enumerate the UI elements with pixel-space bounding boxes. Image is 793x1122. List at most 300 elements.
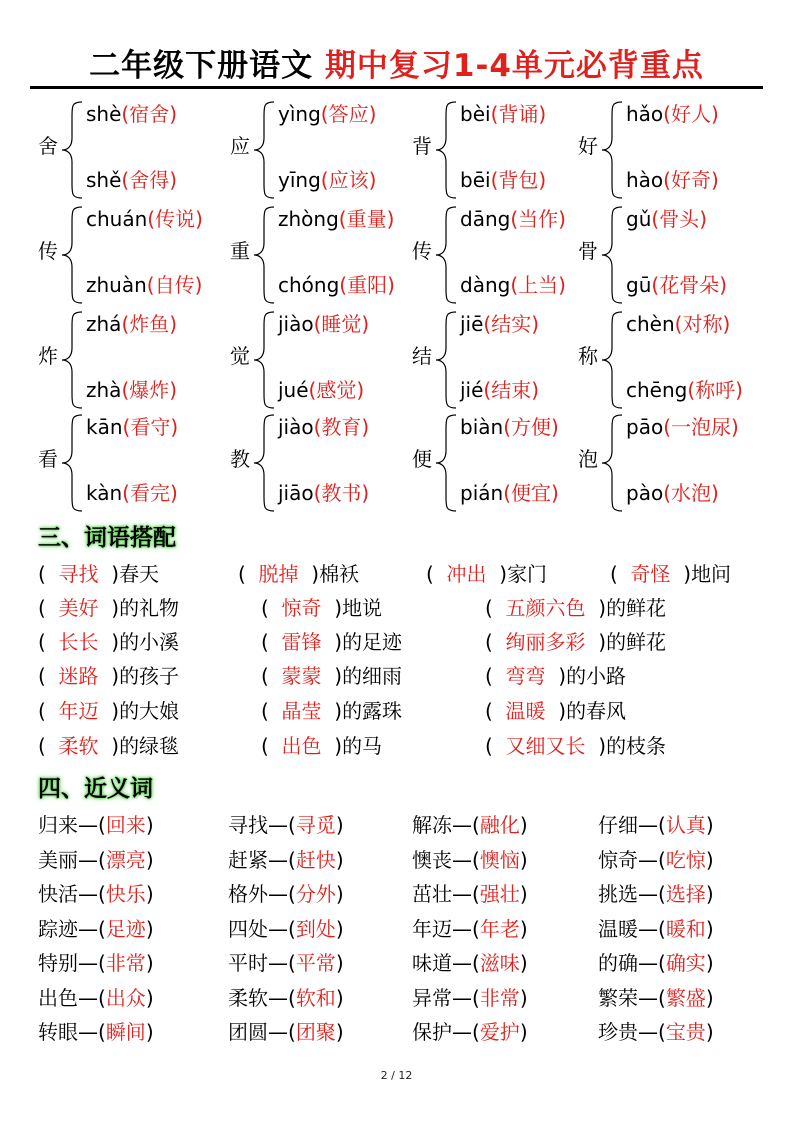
paren-close: ) bbox=[585, 596, 607, 620]
paren-open: ( bbox=[472, 1020, 480, 1044]
reading-second bbox=[278, 477, 369, 506]
pinyin: dāng bbox=[460, 207, 511, 231]
paren-close: ) bbox=[335, 813, 344, 837]
pinyin: jiào bbox=[278, 312, 314, 336]
dash: — bbox=[78, 848, 98, 872]
polyphone-entry bbox=[578, 205, 768, 305]
synonym-answer: 非常 bbox=[479, 986, 520, 1010]
collocation-phrase: 的足迹 bbox=[342, 630, 403, 654]
paren-close: ) bbox=[169, 378, 178, 402]
paren-close: ) bbox=[519, 882, 528, 906]
paren-open: ( bbox=[658, 917, 666, 941]
collocation-row bbox=[38, 592, 778, 622]
polyphone-entry bbox=[412, 205, 602, 305]
synonym-word: 保护 bbox=[412, 1020, 452, 1044]
collocation-phrase: 春天 bbox=[119, 562, 160, 586]
synonym-pair bbox=[412, 844, 528, 873]
reading-second bbox=[626, 269, 727, 298]
synonym-row bbox=[38, 947, 778, 977]
example-word: 重阳 bbox=[347, 273, 388, 297]
polyphone-entry bbox=[578, 413, 768, 513]
paren-close: ) bbox=[538, 168, 547, 192]
paren-close: ) bbox=[321, 630, 343, 654]
polyphone-entry bbox=[38, 100, 228, 200]
synonym-answer: 平常 bbox=[295, 951, 336, 975]
collocation-answer: 五颜六色 bbox=[505, 596, 586, 620]
brace-icon bbox=[434, 310, 458, 410]
pinyin: yìng bbox=[278, 102, 321, 126]
paren-close: ) bbox=[356, 378, 365, 402]
synonym-pair bbox=[228, 982, 344, 1011]
paren-close: ) bbox=[145, 1020, 154, 1044]
paren-open: ( bbox=[38, 734, 59, 758]
reading-second bbox=[278, 269, 395, 298]
polyphone-entry bbox=[38, 413, 228, 513]
paren-open: ( bbox=[658, 813, 666, 837]
paren-open: ( bbox=[472, 848, 480, 872]
paren-open: ( bbox=[121, 312, 130, 336]
synonym-answer: 滋味 bbox=[479, 951, 520, 975]
synonym-answer: 足迹 bbox=[105, 917, 146, 941]
pinyin: dàng bbox=[460, 273, 511, 297]
paren-open: ( bbox=[122, 415, 131, 439]
synonym-word: 解冻 bbox=[412, 813, 452, 837]
polyphone-char: 看 bbox=[38, 447, 58, 471]
collocation-item bbox=[485, 592, 666, 621]
paren-close: ) bbox=[486, 562, 508, 586]
synonym-answer: 非常 bbox=[105, 951, 146, 975]
paren-close: ) bbox=[335, 917, 344, 941]
reading-first bbox=[626, 308, 730, 337]
paren-close: ) bbox=[321, 596, 343, 620]
synonym-pair bbox=[412, 809, 528, 838]
collocation-item bbox=[261, 626, 402, 655]
collocation-item bbox=[261, 592, 382, 621]
pinyin: zhuàn bbox=[86, 273, 147, 297]
paren-close: ) bbox=[98, 596, 120, 620]
paren-open: ( bbox=[687, 378, 696, 402]
dash: — bbox=[638, 951, 658, 975]
example-word: 背诵 bbox=[498, 102, 539, 126]
paren-close: ) bbox=[705, 1020, 714, 1044]
reading-first bbox=[626, 203, 707, 232]
paren-open: ( bbox=[472, 813, 480, 837]
collocation-answer: 晶莹 bbox=[281, 699, 322, 723]
synonym-pair bbox=[38, 982, 154, 1011]
paren-close: ) bbox=[145, 917, 154, 941]
paren-close: ) bbox=[705, 882, 714, 906]
collocation-row bbox=[38, 626, 778, 656]
synonym-pair bbox=[228, 1016, 344, 1045]
dash: — bbox=[78, 882, 98, 906]
collocation-row bbox=[38, 558, 778, 588]
synonym-answer: 快乐 bbox=[105, 882, 146, 906]
collocation-phrase: 的枝条 bbox=[606, 734, 667, 758]
pinyin: zhà bbox=[86, 378, 122, 402]
pinyin: shě bbox=[86, 168, 122, 192]
paren-open: ( bbox=[483, 378, 492, 402]
synonym-word: 珍贵 bbox=[598, 1020, 638, 1044]
brace-icon bbox=[60, 310, 84, 410]
paren-open: ( bbox=[472, 882, 480, 906]
paren-close: ) bbox=[169, 481, 178, 505]
dash: — bbox=[452, 882, 472, 906]
polyphone-char: 炸 bbox=[38, 344, 58, 368]
synonym-answer: 暖和 bbox=[665, 917, 706, 941]
collocation-answer: 脱掉 bbox=[258, 562, 299, 586]
pinyin: chóng bbox=[278, 273, 340, 297]
polyphone-entry bbox=[578, 310, 768, 410]
paren-open: ( bbox=[98, 917, 106, 941]
paren-open: ( bbox=[261, 699, 282, 723]
paren-open: ( bbox=[658, 848, 666, 872]
synonym-answer: 年老 bbox=[479, 917, 520, 941]
dash: — bbox=[452, 813, 472, 837]
paren-close: ) bbox=[145, 813, 154, 837]
dash: — bbox=[78, 813, 98, 837]
dash: — bbox=[268, 1020, 288, 1044]
example-word: 教育 bbox=[321, 415, 362, 439]
collocation-answer: 温暖 bbox=[505, 699, 546, 723]
paren-close: ) bbox=[519, 917, 528, 941]
paren-close: ) bbox=[169, 312, 178, 336]
polyphone-entry bbox=[38, 310, 228, 410]
paren-open: ( bbox=[122, 481, 130, 505]
paren-open: ( bbox=[261, 664, 282, 688]
polyphone-char: 觉 bbox=[230, 344, 250, 368]
reading-second bbox=[460, 269, 566, 298]
collocation-item bbox=[485, 660, 626, 689]
collocation-item bbox=[426, 558, 547, 587]
example-word: 称呼 bbox=[695, 378, 736, 402]
paren-close: ) bbox=[558, 207, 566, 231]
dash: — bbox=[452, 917, 472, 941]
paren-open: ( bbox=[38, 699, 59, 723]
reading-first bbox=[460, 308, 539, 337]
polyphone-char: 骨 bbox=[578, 239, 598, 263]
reading-first bbox=[86, 308, 177, 337]
polyphone-char: 便 bbox=[412, 447, 432, 471]
paren-open: ( bbox=[313, 481, 322, 505]
synonym-word: 团圆 bbox=[228, 1020, 268, 1044]
brace-icon bbox=[252, 310, 276, 410]
paren-open: ( bbox=[288, 848, 296, 872]
synonym-word: 茁壮 bbox=[412, 882, 452, 906]
paren-close: ) bbox=[145, 848, 154, 872]
synonym-pair bbox=[38, 844, 154, 873]
paren-close: ) bbox=[705, 986, 714, 1010]
dash: — bbox=[638, 986, 658, 1010]
synonym-word: 异常 bbox=[412, 986, 452, 1010]
brace-icon bbox=[252, 205, 276, 305]
collocation-item bbox=[38, 592, 179, 621]
paren-close: ) bbox=[545, 664, 567, 688]
section-collocation-heading: 三、词语搭配 bbox=[38, 525, 176, 551]
collocation-answer: 迷路 bbox=[58, 664, 99, 688]
reading-second bbox=[86, 269, 202, 298]
example-word: 花骨朵 bbox=[659, 273, 720, 297]
synonym-answer: 认真 bbox=[665, 813, 706, 837]
paren-open: ( bbox=[38, 562, 59, 586]
brace-icon bbox=[252, 100, 276, 200]
synonym-answer: 到处 bbox=[295, 917, 336, 941]
paren-open: ( bbox=[288, 1020, 296, 1044]
dash: — bbox=[78, 1020, 98, 1044]
example-word: 一泡尿 bbox=[671, 415, 731, 439]
collocation-item bbox=[261, 730, 382, 759]
pinyin: kān bbox=[86, 415, 123, 439]
synonym-word: 寻找 bbox=[228, 813, 268, 837]
paren-close: ) bbox=[335, 1020, 344, 1044]
brace-icon bbox=[252, 413, 276, 513]
dash: — bbox=[78, 986, 98, 1010]
polyphone-entry bbox=[578, 100, 768, 200]
synonym-answer: 繁盛 bbox=[665, 986, 706, 1010]
synonym-row bbox=[38, 844, 778, 874]
collocation-item bbox=[485, 730, 666, 759]
synonym-pair bbox=[412, 982, 528, 1011]
paren-open: ( bbox=[658, 1020, 666, 1044]
synonym-pair bbox=[412, 913, 528, 942]
synonym-pair bbox=[38, 809, 154, 838]
paren-close: ) bbox=[558, 273, 566, 297]
paren-open: ( bbox=[147, 207, 156, 231]
dash: — bbox=[78, 951, 98, 975]
paren-open: ( bbox=[658, 951, 666, 975]
example-word: 答应 bbox=[328, 102, 369, 126]
collocation-answer: 长长 bbox=[58, 630, 99, 654]
pinyin: yīng bbox=[278, 168, 321, 192]
dash: — bbox=[452, 848, 472, 872]
paren-open: ( bbox=[651, 207, 660, 231]
reading-first bbox=[86, 411, 178, 440]
synonym-word: 年迈 bbox=[412, 917, 452, 941]
reading-first bbox=[278, 203, 394, 232]
paren-open: ( bbox=[663, 415, 671, 439]
reading-second bbox=[626, 374, 743, 403]
synonym-answer: 赶快 bbox=[295, 848, 336, 872]
pinyin: chēng bbox=[626, 378, 688, 402]
synonym-answer: 寻觅 bbox=[295, 813, 336, 837]
polyphone-char: 传 bbox=[38, 239, 58, 263]
synonym-word: 快活 bbox=[38, 882, 78, 906]
synonym-word: 的确 bbox=[598, 951, 638, 975]
synonym-word: 美丽 bbox=[38, 848, 78, 872]
paren-close: ) bbox=[335, 882, 344, 906]
synonym-answer: 团聚 bbox=[295, 1020, 336, 1044]
synonym-word: 出色 bbox=[38, 986, 78, 1010]
paren-close: ) bbox=[705, 917, 714, 941]
polyphone-char: 重 bbox=[230, 239, 250, 263]
paren-open: ( bbox=[98, 848, 106, 872]
brace-icon bbox=[434, 413, 458, 513]
dash: — bbox=[268, 813, 288, 837]
paren-open: ( bbox=[490, 102, 499, 126]
example-word: 好奇 bbox=[670, 168, 711, 192]
paren-close: ) bbox=[519, 1020, 528, 1044]
reading-second bbox=[626, 164, 719, 193]
reading-second bbox=[86, 164, 177, 193]
paren-close: ) bbox=[169, 102, 178, 126]
reading-second bbox=[626, 477, 719, 506]
collocation-phrase: 的小路 bbox=[566, 664, 627, 688]
synonym-pair bbox=[598, 844, 714, 873]
paren-open: ( bbox=[338, 207, 347, 231]
brace-icon bbox=[434, 100, 458, 200]
example-word: 结束 bbox=[491, 378, 532, 402]
collocation-phrase: 的春风 bbox=[566, 699, 627, 723]
synonym-pair bbox=[38, 878, 154, 907]
synonym-answer: 漂亮 bbox=[105, 848, 146, 872]
paren-close: ) bbox=[545, 699, 567, 723]
synonym-word: 转眼 bbox=[38, 1020, 78, 1044]
paren-open: ( bbox=[313, 415, 322, 439]
collocation-item bbox=[238, 558, 359, 587]
synonym-word: 懊丧 bbox=[412, 848, 452, 872]
synonym-word: 平时 bbox=[228, 951, 268, 975]
reading-second bbox=[460, 477, 559, 506]
paren-close: ) bbox=[538, 102, 547, 126]
synonym-word: 格外 bbox=[228, 882, 268, 906]
paren-close: ) bbox=[361, 481, 370, 505]
paren-close: ) bbox=[531, 378, 540, 402]
paren-close: ) bbox=[387, 273, 395, 297]
collocation-answer: 柔软 bbox=[58, 734, 99, 758]
synonym-pair bbox=[598, 913, 714, 942]
paren-open: ( bbox=[288, 882, 296, 906]
polyphone-char: 舍 bbox=[38, 134, 58, 158]
brace-icon bbox=[60, 413, 84, 513]
paren-open: ( bbox=[472, 917, 480, 941]
example-word: 应该 bbox=[328, 168, 369, 192]
example-word: 当作 bbox=[518, 207, 559, 231]
paren-open: ( bbox=[485, 664, 506, 688]
paren-close: ) bbox=[298, 562, 320, 586]
reading-first bbox=[460, 203, 566, 232]
reading-first bbox=[278, 308, 369, 337]
collocation-answer: 又细又长 bbox=[505, 734, 586, 758]
synonym-word: 赶紧 bbox=[228, 848, 268, 872]
example-word: 宿舍 bbox=[129, 102, 170, 126]
pinyin: biàn bbox=[460, 415, 504, 439]
paren-close: ) bbox=[519, 848, 528, 872]
collocation-phrase: 的孩子 bbox=[119, 664, 180, 688]
synonym-pair bbox=[38, 947, 154, 976]
synonym-answer: 分外 bbox=[295, 882, 336, 906]
collocation-phrase: 地说 bbox=[342, 596, 383, 620]
synonym-word: 四处 bbox=[228, 917, 268, 941]
synonym-pair bbox=[598, 1016, 714, 1045]
paren-open: ( bbox=[98, 813, 106, 837]
pinyin: hǎo bbox=[626, 102, 664, 126]
pinyin: jiào bbox=[278, 415, 314, 439]
synonym-answer: 吃惊 bbox=[665, 848, 706, 872]
collocation-phrase: 的鲜花 bbox=[606, 596, 667, 620]
paren-close: ) bbox=[195, 207, 203, 231]
synonym-word: 温暖 bbox=[598, 917, 638, 941]
paren-close: ) bbox=[368, 168, 377, 192]
paren-open: ( bbox=[510, 273, 519, 297]
dash: — bbox=[78, 917, 98, 941]
reading-second bbox=[460, 164, 546, 193]
paren-close: ) bbox=[321, 699, 343, 723]
paren-open: ( bbox=[121, 102, 130, 126]
dash: — bbox=[452, 951, 472, 975]
pinyin: kàn bbox=[86, 481, 123, 505]
brace-icon bbox=[600, 413, 624, 513]
reading-second bbox=[86, 477, 178, 506]
paren-open: ( bbox=[261, 630, 282, 654]
paren-open: ( bbox=[485, 734, 506, 758]
synonym-answer: 出众 bbox=[105, 986, 146, 1010]
pinyin: zhá bbox=[86, 312, 122, 336]
paren-close: ) bbox=[710, 168, 719, 192]
paren-open: ( bbox=[426, 562, 447, 586]
paren-open: ( bbox=[261, 596, 282, 620]
example-word: 骨头 bbox=[659, 207, 700, 231]
paren-open: ( bbox=[288, 986, 296, 1010]
synonym-word: 惊奇 bbox=[598, 848, 638, 872]
reading-first bbox=[460, 98, 546, 127]
collocation-answer: 出色 bbox=[281, 734, 322, 758]
synonym-answer: 宝贵 bbox=[665, 1020, 706, 1044]
polyphone-char: 结 bbox=[412, 344, 432, 368]
paren-close: ) bbox=[98, 664, 120, 688]
pinyin: bèi bbox=[460, 102, 491, 126]
paren-open: ( bbox=[503, 415, 511, 439]
paren-close: ) bbox=[519, 951, 528, 975]
paren-open: ( bbox=[663, 102, 671, 126]
paren-open: ( bbox=[320, 102, 329, 126]
synonym-word: 柔软 bbox=[228, 986, 268, 1010]
reading-second bbox=[86, 374, 177, 403]
paren-close: ) bbox=[169, 168, 178, 192]
paren-open: ( bbox=[313, 312, 322, 336]
paren-open: ( bbox=[610, 562, 631, 586]
synonym-word: 踪迹 bbox=[38, 917, 78, 941]
paren-close: ) bbox=[670, 562, 692, 586]
collocation-answer: 雷锋 bbox=[281, 630, 322, 654]
paren-close: ) bbox=[531, 312, 540, 336]
paren-close: ) bbox=[719, 273, 727, 297]
collocation-answer: 美好 bbox=[58, 596, 99, 620]
title-grade: 二年级下册语文 bbox=[89, 48, 314, 84]
synonym-pair bbox=[598, 809, 714, 838]
synonym-pair bbox=[228, 878, 344, 907]
polyphone-char: 好 bbox=[578, 134, 598, 158]
paren-open: ( bbox=[146, 273, 155, 297]
brace-icon bbox=[60, 100, 84, 200]
paren-close: ) bbox=[519, 813, 528, 837]
dash: — bbox=[638, 813, 658, 837]
collocation-answer: 绚丽多彩 bbox=[505, 630, 586, 654]
pinyin: pāo bbox=[626, 415, 664, 439]
pinyin: pào bbox=[626, 481, 664, 505]
reading-second bbox=[278, 164, 376, 193]
example-word: 舍得 bbox=[129, 168, 170, 192]
paren-open: ( bbox=[98, 951, 106, 975]
collocation-phrase: 的细雨 bbox=[342, 664, 403, 688]
section-synonym-heading: 四、近义词 bbox=[38, 776, 153, 802]
synonym-word: 挑选 bbox=[598, 882, 638, 906]
pinyin: chèn bbox=[626, 312, 675, 336]
paren-open: ( bbox=[472, 986, 480, 1010]
synonym-row bbox=[38, 913, 778, 943]
synonym-word: 归来 bbox=[38, 813, 78, 837]
paren-open: ( bbox=[472, 951, 480, 975]
collocation-answer: 寻找 bbox=[58, 562, 99, 586]
paren-close: ) bbox=[711, 481, 719, 505]
